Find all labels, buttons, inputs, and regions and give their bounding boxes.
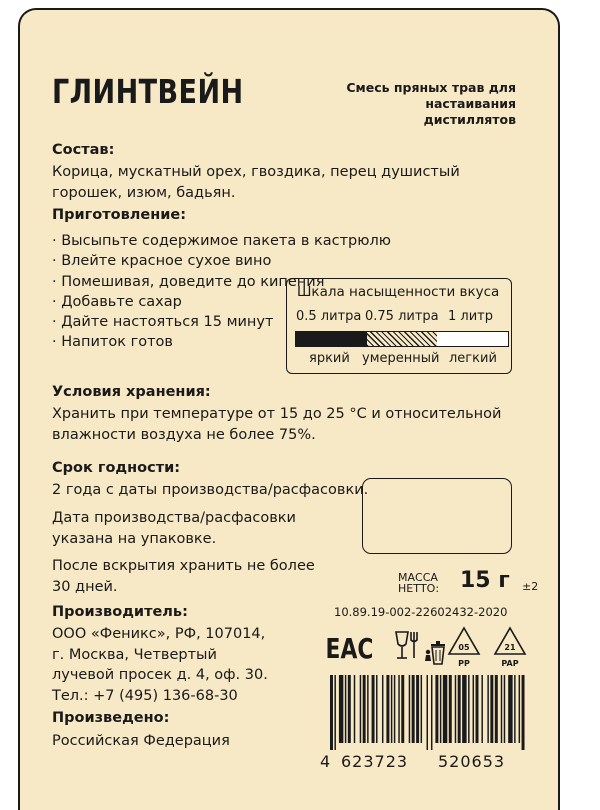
barcode-bar xyxy=(473,675,474,743)
barcode-bar xyxy=(504,675,505,743)
after-opening-line-2: 30 дней. xyxy=(52,579,118,595)
barcode-bar xyxy=(334,675,335,750)
certification-marks xyxy=(324,624,534,670)
barcode-bar xyxy=(382,675,383,743)
taste-scale-volume: 1 литр xyxy=(448,309,493,324)
composition-heading: Состав: xyxy=(52,142,115,158)
barcode-bar xyxy=(514,675,515,743)
manufacturer-address xyxy=(52,624,268,706)
barcode-bar xyxy=(501,675,502,743)
storage-line-1: Хранить при температуре от 15 до 25 °С и относительной xyxy=(52,406,502,422)
barcode-bar xyxy=(519,675,520,743)
eac-mark: ЕАС xyxy=(325,632,374,665)
net-mass-label-line-2: НЕТТО: xyxy=(398,582,440,595)
preparation-step: · Добавьте сахар xyxy=(52,292,391,312)
preparation-step: · Дайте настояться 15 минут xyxy=(52,312,391,332)
composition-line-1: Корица, мускатный орех, гвоздика, перец душистый xyxy=(52,164,460,180)
recycle-pap-text: PAP xyxy=(501,659,519,668)
barcode-bar xyxy=(458,675,461,743)
barcode-bar xyxy=(468,675,469,743)
product-title: ГЛИНТВЕЙН xyxy=(52,72,244,111)
net-mass-value: 15 г xyxy=(460,568,510,593)
barcode-bar xyxy=(487,675,488,743)
taste-scale-volume: 0.5 литра xyxy=(296,309,362,324)
barcode-bar xyxy=(348,675,351,743)
barcode-bar xyxy=(462,675,466,743)
barcode-bar xyxy=(372,675,375,743)
preparation-step: · Высыпьте содержимое пакета в кастрюлю xyxy=(52,231,391,251)
barcode-bar xyxy=(386,675,389,743)
origin-heading: Произведено: xyxy=(52,710,170,726)
manufacturer-phone: Тел.: +7 (495) 136-68-30 xyxy=(52,687,238,704)
food-contact-icon xyxy=(396,632,417,658)
recycle-pp-icon xyxy=(449,628,479,668)
storage-line-2: влажности воздуха не более 75%. xyxy=(52,427,316,443)
taste-level-label: легкий xyxy=(449,351,497,366)
net-mass-tolerance: ±2 xyxy=(522,580,539,593)
barcode-bar xyxy=(345,675,346,743)
barcode-bar xyxy=(481,675,482,743)
origin-country: Российская Федерация xyxy=(52,733,230,749)
barcode-bar xyxy=(476,675,479,743)
barcode-bar xyxy=(440,675,441,743)
standard-code: 10.89.19-002-22602432-2020 xyxy=(334,605,508,619)
taste-scale-title: Шкала насыщенности вкуса xyxy=(297,284,500,300)
storage-text xyxy=(52,404,501,446)
barcode-bar xyxy=(412,675,415,743)
production-date-box xyxy=(362,478,512,554)
shelf-life-heading: Срок годности: xyxy=(52,460,181,476)
storage-heading: Условия хранения: xyxy=(52,384,211,400)
after-opening-note xyxy=(52,556,315,598)
production-date-note xyxy=(52,508,296,550)
barcode-bar xyxy=(431,675,432,750)
barcode-bar xyxy=(455,675,456,743)
barcode-bar xyxy=(435,675,438,743)
shelf-life-text: 2 года с даты производства/расфасовки. xyxy=(52,482,369,498)
preparation-step: · Влейте красное сухое вино xyxy=(52,251,391,271)
taste-scale xyxy=(286,278,512,374)
barcode-bar xyxy=(427,675,428,750)
barcode-group-1: 623723 xyxy=(341,752,409,771)
taste-level-label: яркий xyxy=(309,351,350,366)
recycle-pp-text: PP xyxy=(458,659,470,668)
production-date-line-2: указана на упаковке. xyxy=(52,531,217,547)
taste-scale-volume: 0.75 литра xyxy=(365,309,439,324)
recycle-pap-icon xyxy=(495,628,525,668)
barcode-bar xyxy=(376,675,377,743)
taste-scale-bar xyxy=(295,331,509,347)
barcode-digit-first: 4 xyxy=(320,752,332,771)
barcode-bar xyxy=(330,675,333,750)
barcode-bar xyxy=(339,675,343,743)
barcode xyxy=(330,675,526,750)
manufacturer-line-2: г. Москва, Четвертый xyxy=(52,646,217,663)
taste-level-label: умеренный xyxy=(362,351,440,366)
manufacturer-heading: Производитель: xyxy=(52,604,188,620)
barcode-bar xyxy=(360,675,361,743)
manufacturer-line-1: ООО «Феникс», РФ, 107014, xyxy=(52,626,266,642)
recycle-pp-number: 05 xyxy=(458,643,470,652)
barcode-bar xyxy=(421,675,422,743)
production-date-line-1: Дата производства/расфасовки xyxy=(52,510,296,526)
preparation-step: · Помешивая, доведите до кипения xyxy=(52,272,391,292)
recycle-pap-number: 21 xyxy=(504,643,516,652)
after-opening-line-1: После вскрытия хранить не более xyxy=(52,558,315,574)
preparation-step: · Напиток готов xyxy=(52,332,391,352)
composition-line-2: горошек, изюм, бадьян. xyxy=(52,185,236,201)
barcode-bar xyxy=(394,675,395,743)
barcode-bar xyxy=(391,675,392,743)
taste-level-bright-segment xyxy=(296,332,367,346)
barcode-bar xyxy=(508,675,512,743)
barcode-bar xyxy=(416,675,419,743)
taste-level-moderate-segment xyxy=(367,332,437,346)
preparation-heading: Приготовление: xyxy=(52,207,187,223)
barcode-bar xyxy=(490,675,493,743)
barcode-bar xyxy=(443,675,447,743)
barcode-bar xyxy=(522,675,525,750)
barcode-bar xyxy=(398,675,399,743)
taste-level-light-segment xyxy=(437,332,508,346)
net-mass-label-line-1: МАССА xyxy=(398,571,438,584)
composition-text xyxy=(52,162,460,204)
subtitle-line-2: настаивания дистиллятов xyxy=(423,96,516,127)
barcode-bar xyxy=(409,675,410,743)
barcode-bar xyxy=(449,675,452,743)
net-mass-label xyxy=(398,572,439,594)
product-subtitle xyxy=(330,80,516,128)
subtitle-line-1: Смесь пряных трав для xyxy=(346,80,516,95)
manufacturer-line-3: лучевой просек д. 4, оф. 30. xyxy=(52,667,268,683)
barcode-bar xyxy=(367,675,368,743)
barcode-bar xyxy=(354,675,355,743)
trash-bin-icon xyxy=(425,641,445,664)
barcode-bar xyxy=(495,675,498,743)
barcode-bar xyxy=(363,675,366,743)
barcode-group-2: 520653 xyxy=(438,752,506,771)
barcode-bar xyxy=(401,675,404,743)
